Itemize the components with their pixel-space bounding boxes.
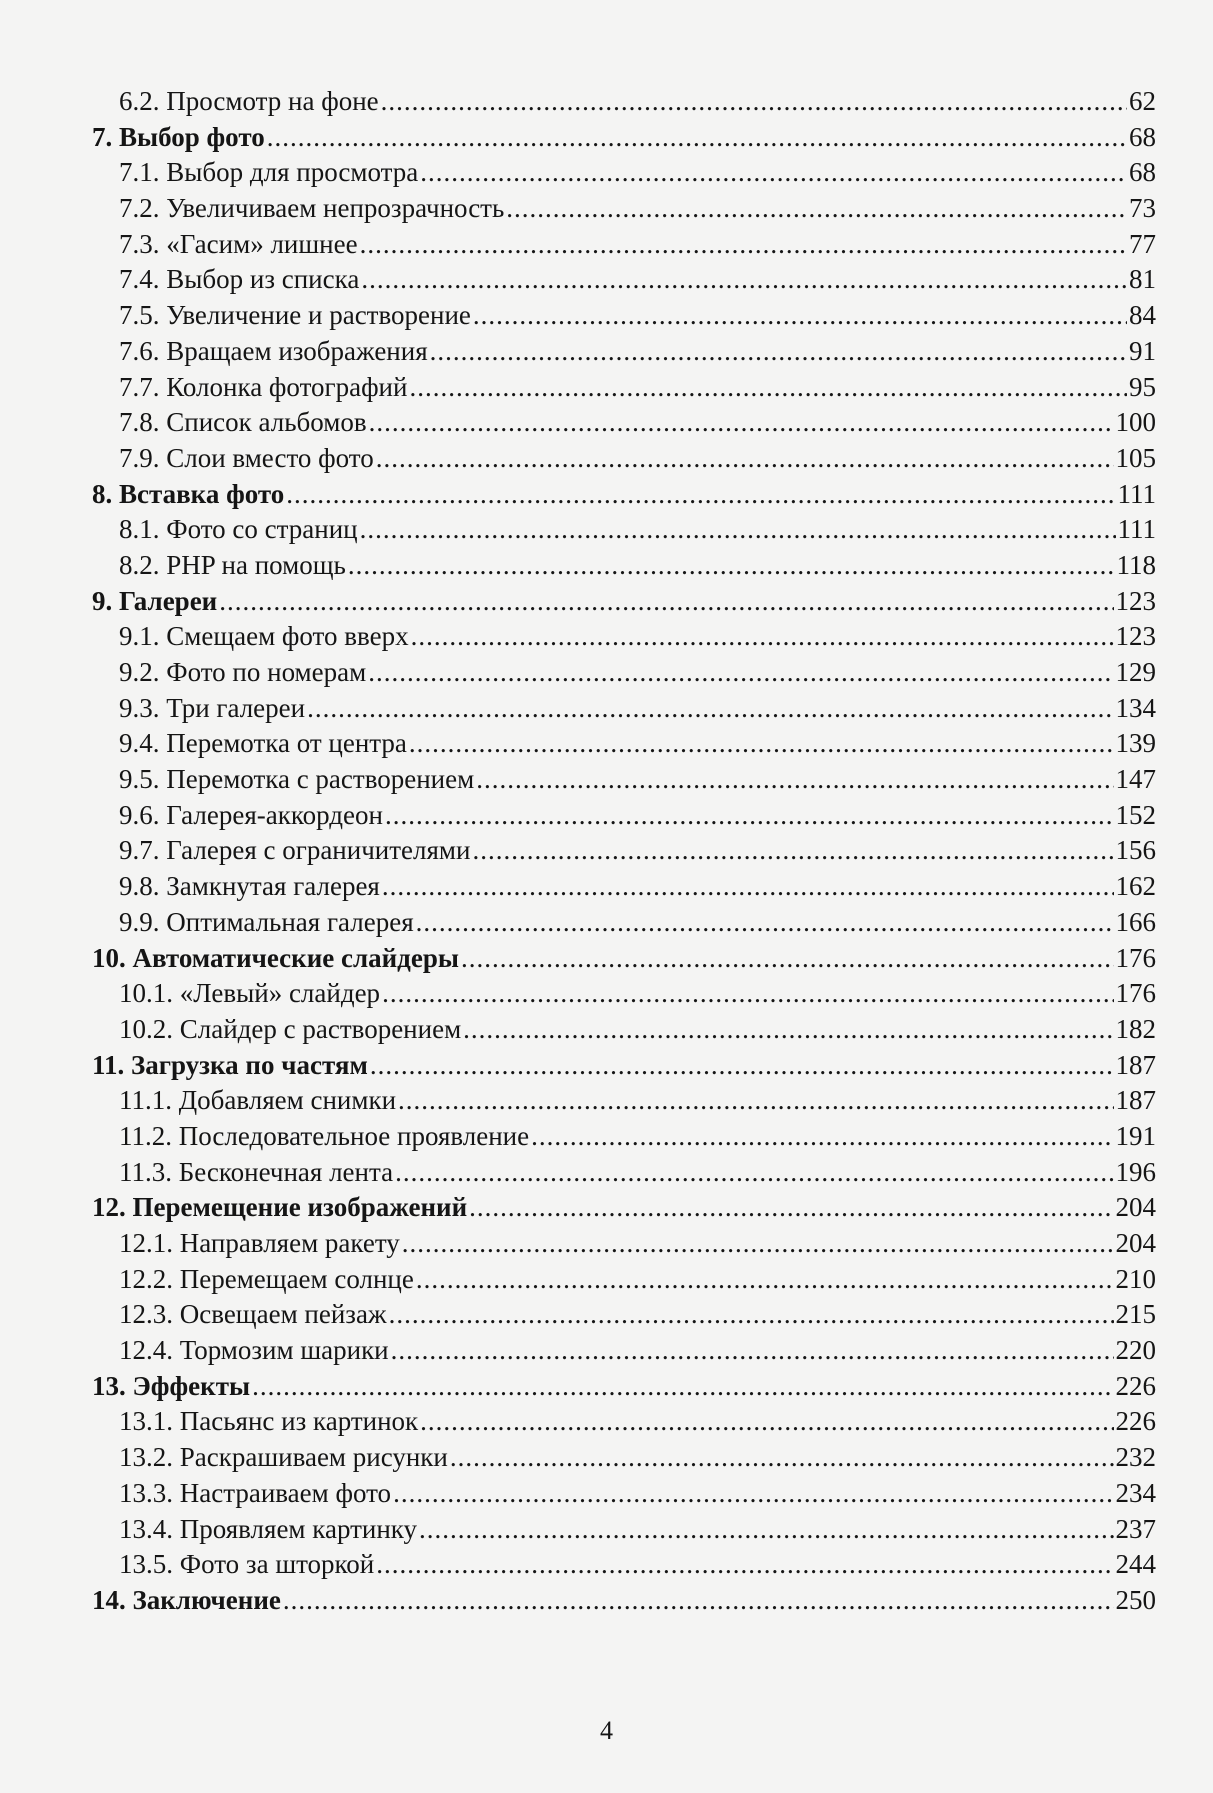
toc-section-entry bbox=[92, 1012, 1156, 1048]
toc-section-entry bbox=[92, 1404, 1156, 1440]
toc-entry-title: 9.5. Перемотка с растворением bbox=[119, 764, 475, 795]
toc-entry-title: 12.3. Освещаем пейзаж bbox=[119, 1299, 387, 1330]
toc-chapter-entry bbox=[92, 120, 1156, 156]
toc-section-entry bbox=[92, 1476, 1156, 1512]
toc-chapter-entry bbox=[92, 1369, 1156, 1405]
toc-entry-page: 182 bbox=[1115, 1013, 1156, 1044]
toc-dot-leader bbox=[307, 691, 1113, 727]
toc-dot-leader bbox=[283, 1583, 1114, 1619]
toc-entry-title: 9.1. Смещаем фото вверх bbox=[119, 621, 409, 652]
toc-section-entry bbox=[92, 298, 1156, 334]
toc-dot-leader bbox=[252, 1369, 1113, 1405]
toc-dot-leader bbox=[411, 619, 1114, 655]
toc-entry-title: 12.2. Перемещаем солнце bbox=[119, 1263, 414, 1294]
toc-entry-page: 111 bbox=[1117, 478, 1156, 509]
toc-entry-page: 204 bbox=[1115, 1228, 1156, 1258]
toc-entry-page: 81 bbox=[1129, 264, 1156, 295]
toc-section-entry bbox=[92, 905, 1156, 941]
toc-section-entry bbox=[92, 512, 1156, 548]
toc-entry-page: 204 bbox=[1115, 1192, 1156, 1223]
toc-dot-leader bbox=[416, 1262, 1114, 1298]
toc-dot-leader bbox=[360, 227, 1127, 263]
toc-entry-page: 123 bbox=[1115, 585, 1156, 616]
toc-entry-title: 11. Загрузка по частям bbox=[92, 1049, 368, 1080]
toc-entry-title: 9.4. Перемотка от центра bbox=[119, 728, 407, 759]
toc-entry-title: 7.1. Выбор для просмотра bbox=[119, 157, 419, 188]
toc-section-entry bbox=[92, 1226, 1156, 1262]
toc-dot-leader bbox=[398, 1083, 1113, 1119]
toc-entry-page: 123 bbox=[1115, 621, 1156, 652]
toc-dot-leader bbox=[419, 1512, 1113, 1548]
toc-entry-page: 100 bbox=[1115, 407, 1156, 438]
toc-chapter-entry bbox=[92, 477, 1156, 513]
toc-section-entry bbox=[92, 691, 1156, 727]
toc-section-entry bbox=[92, 726, 1156, 762]
toc-entry-title: 9.3. Три галереи bbox=[119, 692, 306, 723]
toc-section-entry bbox=[92, 976, 1156, 1012]
toc-entry-title: 6.2. Просмотр на фоне bbox=[119, 86, 379, 116]
toc-dot-leader bbox=[463, 1012, 1113, 1048]
toc-entry-page: 191 bbox=[1115, 1120, 1156, 1151]
toc-entry-title: 11.3. Бесконечная лента bbox=[119, 1156, 394, 1187]
toc-section-entry bbox=[92, 1262, 1156, 1298]
toc-dot-leader bbox=[368, 655, 1113, 691]
toc-entry-title: 10. Автоматические слайдеры bbox=[92, 942, 459, 973]
toc-entry-title: 8.2. PHP на помощь bbox=[119, 549, 346, 580]
toc-entry-page: 187 bbox=[1115, 1049, 1156, 1080]
toc-section-entry bbox=[92, 655, 1156, 691]
toc-entry-page: 237 bbox=[1115, 1513, 1156, 1544]
page-number: 4 bbox=[600, 1716, 613, 1745]
toc-entry-page: 84 bbox=[1129, 300, 1156, 331]
toc-entry-page: 187 bbox=[1115, 1085, 1156, 1116]
toc-entry-title: 7.3. «Гасим» лишнее bbox=[119, 228, 358, 259]
toc-entry-title: 10.2. Слайдер с растворением bbox=[119, 1013, 462, 1044]
toc-entry-page: 68 bbox=[1129, 121, 1156, 152]
toc-section-entry bbox=[92, 84, 1156, 120]
toc-entry-title: 13.3. Настраиваем фото bbox=[119, 1477, 392, 1508]
toc-entry-title: 12.1. Направляем ракету bbox=[119, 1228, 400, 1258]
toc-dot-leader bbox=[420, 155, 1127, 191]
toc-entry-page: 111 bbox=[1117, 514, 1156, 545]
toc-dot-leader bbox=[219, 584, 1113, 620]
toc-entry-title: 7.6. Вращаем изображения bbox=[119, 335, 428, 366]
toc-entry-page: 220 bbox=[1115, 1335, 1156, 1366]
toc-section-entry bbox=[92, 1083, 1156, 1119]
toc-dot-leader bbox=[376, 1547, 1113, 1583]
toc-dot-leader bbox=[416, 905, 1114, 941]
toc-entry-page: 215 bbox=[1115, 1299, 1156, 1330]
toc-dot-leader bbox=[360, 512, 1116, 548]
toc-entry-page: 226 bbox=[1115, 1370, 1156, 1401]
toc-entry-title: 14. Заключение bbox=[92, 1584, 281, 1615]
toc-dot-leader bbox=[409, 726, 1114, 762]
toc-entry-title: 9.9. Оптимальная галерея bbox=[119, 906, 414, 937]
toc-dot-leader bbox=[531, 1119, 1113, 1155]
toc-entry-page: 118 bbox=[1116, 549, 1156, 580]
toc-chapter-entry bbox=[92, 1583, 1156, 1619]
toc-section-entry bbox=[92, 619, 1156, 655]
toc-dot-leader bbox=[391, 1333, 1114, 1369]
toc-entry-page: 234 bbox=[1115, 1477, 1156, 1508]
toc-dot-leader bbox=[361, 262, 1127, 298]
toc-entry-title: 13. Эффекты bbox=[92, 1370, 251, 1401]
toc-dot-leader bbox=[382, 869, 1114, 905]
toc-section-entry bbox=[92, 191, 1156, 227]
toc-entry-page: 68 bbox=[1129, 157, 1156, 188]
toc-entry-page: 244 bbox=[1115, 1549, 1156, 1580]
toc-section-entry bbox=[92, 227, 1156, 263]
toc-section-entry bbox=[92, 155, 1156, 191]
toc-entry-title: 7.8. Список альбомов bbox=[119, 407, 367, 438]
toc-dot-leader bbox=[476, 762, 1113, 798]
toc-entry-page: 105 bbox=[1115, 442, 1156, 473]
toc-entry-title: 7.4. Выбор из списка bbox=[119, 264, 360, 295]
toc-entry-page: 176 bbox=[1115, 978, 1156, 1009]
toc-entry-title: 7. Выбор фото bbox=[92, 121, 265, 152]
toc-entry-page: 77 bbox=[1129, 228, 1156, 259]
toc-entry-page: 176 bbox=[1115, 942, 1156, 973]
toc-section-entry bbox=[92, 1155, 1156, 1191]
toc-dot-leader bbox=[461, 941, 1114, 977]
toc-entry-page: 129 bbox=[1115, 657, 1156, 687]
toc-entry-title: 9.8. Замкнутая галерея bbox=[119, 871, 380, 902]
toc-entry-page: 226 bbox=[1115, 1406, 1156, 1437]
toc-dot-leader bbox=[370, 1048, 1114, 1084]
toc-dot-leader bbox=[402, 1226, 1114, 1262]
toc-dot-leader bbox=[409, 370, 1127, 406]
toc-section-entry bbox=[92, 1440, 1156, 1476]
toc-dot-leader bbox=[469, 1190, 1113, 1226]
toc-entry-title: 10.1. «Левый» слайдер bbox=[119, 978, 381, 1009]
toc-dot-leader bbox=[348, 548, 1115, 584]
toc-entry-page: 166 bbox=[1115, 906, 1156, 937]
toc-chapter-entry bbox=[92, 1190, 1156, 1226]
toc-dot-leader bbox=[382, 976, 1113, 1012]
toc-entry-title: 7.7. Колонка фотографий bbox=[119, 371, 408, 402]
toc-section-entry bbox=[92, 370, 1156, 406]
toc-entry-page: 156 bbox=[1115, 835, 1156, 866]
toc-section-entry bbox=[92, 798, 1156, 834]
toc-dot-leader bbox=[430, 334, 1127, 370]
toc-entry-page: 147 bbox=[1115, 764, 1156, 795]
toc-section-entry bbox=[92, 762, 1156, 798]
toc-dot-leader bbox=[369, 405, 1114, 441]
toc-dot-leader bbox=[473, 298, 1127, 334]
toc-entry-title: 9.2. Фото по номерам bbox=[119, 657, 367, 687]
toc-entry-page: 95 bbox=[1129, 371, 1156, 402]
toc-section-entry bbox=[92, 548, 1156, 584]
toc-dot-leader bbox=[420, 1404, 1113, 1440]
toc-entry-page: 139 bbox=[1115, 728, 1156, 759]
toc-dot-leader bbox=[395, 1155, 1113, 1191]
toc-dot-leader bbox=[267, 120, 1127, 156]
toc-dot-leader bbox=[393, 1476, 1113, 1512]
toc-entry-title: 12. Перемещение изображений bbox=[92, 1192, 468, 1223]
toc-entry-title: 8. Вставка фото bbox=[92, 478, 285, 509]
toc-entry-title: 8.1. Фото со страниц bbox=[119, 514, 358, 545]
toc-section-entry bbox=[92, 1512, 1156, 1548]
toc-section-entry bbox=[92, 1297, 1156, 1333]
toc-section-entry bbox=[92, 1333, 1156, 1369]
toc-entry-page: 134 bbox=[1115, 692, 1156, 723]
toc-dot-leader bbox=[506, 191, 1127, 227]
toc-section-entry bbox=[92, 441, 1156, 477]
toc-entry-title: 9.6. Галерея-аккордеон bbox=[119, 799, 383, 830]
toc-entry-title: 13.5. Фото за шторкой bbox=[119, 1549, 375, 1580]
toc-entry-title: 11.1. Добавляем снимки bbox=[119, 1085, 397, 1116]
toc-dot-leader bbox=[389, 1297, 1114, 1333]
toc-section-entry bbox=[92, 405, 1156, 441]
table-of-contents bbox=[92, 84, 1156, 1619]
toc-entry-page: 73 bbox=[1129, 193, 1156, 224]
toc-dot-leader bbox=[472, 833, 1113, 869]
toc-entry-title: 9.7. Галерея с ограничителями bbox=[119, 835, 471, 866]
toc-chapter-entry bbox=[92, 584, 1156, 620]
toc-entry-title: 13.2. Раскрашиваем рисунки bbox=[119, 1442, 448, 1473]
toc-entry-page: 232 bbox=[1115, 1442, 1156, 1473]
toc-entry-page: 62 bbox=[1129, 86, 1156, 116]
toc-entry-page: 250 bbox=[1115, 1584, 1156, 1615]
toc-entry-page: 91 bbox=[1129, 335, 1156, 366]
toc-entry-page: 196 bbox=[1115, 1156, 1156, 1187]
toc-section-entry bbox=[92, 833, 1156, 869]
toc-section-entry bbox=[92, 334, 1156, 370]
toc-entry-title: 7.9. Слои вместо фото bbox=[119, 442, 374, 473]
toc-entry-title: 13.1. Пасьянс из картинок bbox=[119, 1406, 419, 1437]
toc-entry-page: 152 bbox=[1115, 799, 1156, 830]
toc-dot-leader bbox=[385, 798, 1114, 834]
toc-entry-title: 13.4. Проявляем картинку bbox=[119, 1513, 418, 1544]
toc-entry-title: 9. Галереи bbox=[92, 585, 218, 616]
toc-dot-leader bbox=[286, 477, 1115, 513]
toc-entry-title: 7.5. Увеличение и растворение bbox=[119, 300, 471, 331]
toc-entry-title: 11.2. Последовательное проявление bbox=[119, 1120, 530, 1151]
toc-section-entry bbox=[92, 262, 1156, 298]
toc-dot-leader bbox=[450, 1440, 1114, 1476]
toc-chapter-entry bbox=[92, 941, 1156, 977]
toc-entry-title: 12.4. Тормозим шарики bbox=[119, 1335, 389, 1366]
toc-section-entry bbox=[92, 1547, 1156, 1583]
toc-section-entry bbox=[92, 1119, 1156, 1155]
toc-entry-page: 162 bbox=[1115, 871, 1156, 902]
toc-chapter-entry bbox=[92, 1048, 1156, 1084]
toc-entry-page: 210 bbox=[1115, 1263, 1156, 1294]
toc-section-entry bbox=[92, 869, 1156, 905]
toc-dot-leader bbox=[376, 441, 1114, 477]
toc-dot-leader bbox=[381, 84, 1127, 120]
toc-entry-title: 7.2. Увеличиваем непрозрачность bbox=[119, 193, 505, 224]
